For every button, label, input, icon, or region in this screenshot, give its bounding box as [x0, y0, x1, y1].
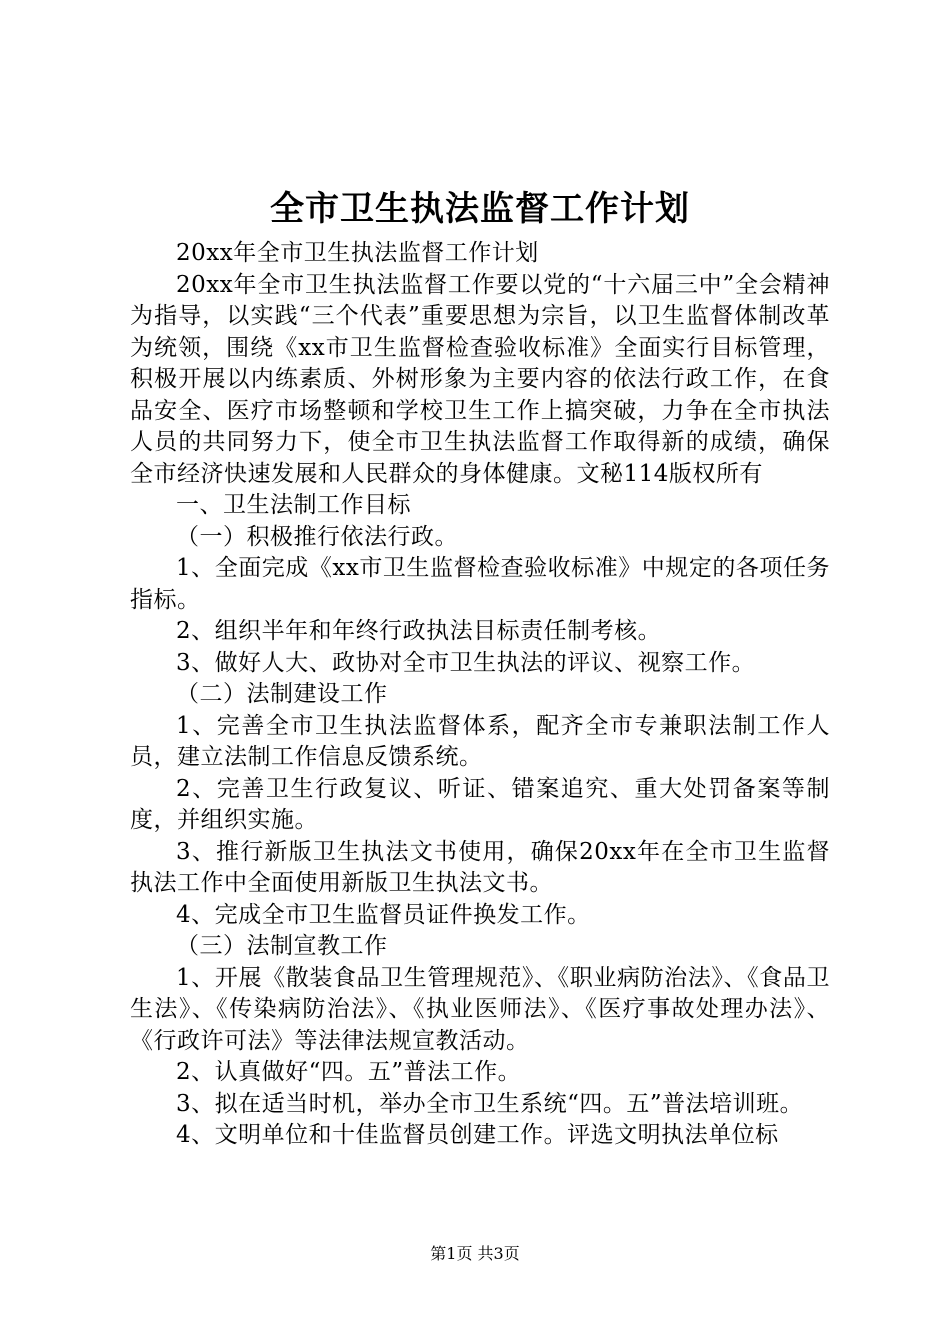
- list-item: 2、完善卫生行政复议、听证、错案追究、重大处罚备案等制度，并组织实施。: [130, 775, 830, 833]
- subsection-heading: （二）法制建设工作: [176, 681, 388, 707]
- list-item: 4、文明单位和十佳监督员创建工作。评选文明执法单位标: [176, 1122, 779, 1148]
- list-item: 3、拟在适当时机，举办全市卫生系统“四。五”普法培训班。: [176, 1090, 804, 1117]
- subsection-heading: （三）法制宣教工作: [176, 933, 388, 959]
- list-item: 2、认真做好“四。五”普法工作。: [176, 1059, 522, 1085]
- document-title: 全市卫生执法监督工作计划: [270, 189, 690, 229]
- list-item: 1、开展《散装食品卫生管理规范》、《职业病防治法》、《食品卫生法》、《传染病防治法》、《执业医师法》、《医疗事故处理办法》、《行政许可法》等法律法规宣教活动。: [130, 964, 830, 1054]
- list-item: 3、做好人大、政协对全市卫生执法的评议、视察工作。: [176, 649, 756, 676]
- document-page: [130, 182, 830, 1152]
- list-item: 1、完善全市卫生执法监督体系，配齐全市专兼职法制工作人员，建立法制工作信息反馈系统。: [130, 712, 830, 770]
- paragraph: 20xx年全市卫生执法监督工作计划: [176, 240, 539, 266]
- list-item: 2、组织半年和年终行政执法目标责任制考核。: [176, 618, 662, 644]
- section-heading: 一、卫生法制工作目标: [176, 492, 411, 518]
- list-item: 3、推行新版卫生执法文书使用，确保20xx年在全市卫生监督执法工作中全面使用新版卫生执法文书。: [130, 838, 830, 896]
- document-body: [130, 238, 830, 1152]
- list-item: 4、完成全市卫生监督员证件换发工作。: [176, 901, 591, 928]
- paragraph: 20xx年全市卫生执法监督工作要以党的“十六届三中”全会精神为指导，以实践“三个代表”重要思想为宗旨，以卫生监督体制改革为统领，围绕《xx市卫生监督检查验收标准》全面实行目标管理，积极开展以内练素质、外树形象为主要内容的依法行政工作，在食品安全、医疗市场整顿和学校卫生工作上搞突破，力争在全市执法人员的共同努力下，使全市卫生执法监督工作取得新的成绩，确保全市经济快速发展和人民群众的身体健康。文秘114版权所有: [130, 271, 830, 487]
- list-item: 1、全面完成《xx市卫生监督检查验收标准》中规定的各项任务指标。: [130, 555, 830, 613]
- subsection-heading: （一）积极推行依法行政。: [176, 523, 458, 550]
- page-footer: 第1页 共3页: [430, 1244, 520, 1263]
